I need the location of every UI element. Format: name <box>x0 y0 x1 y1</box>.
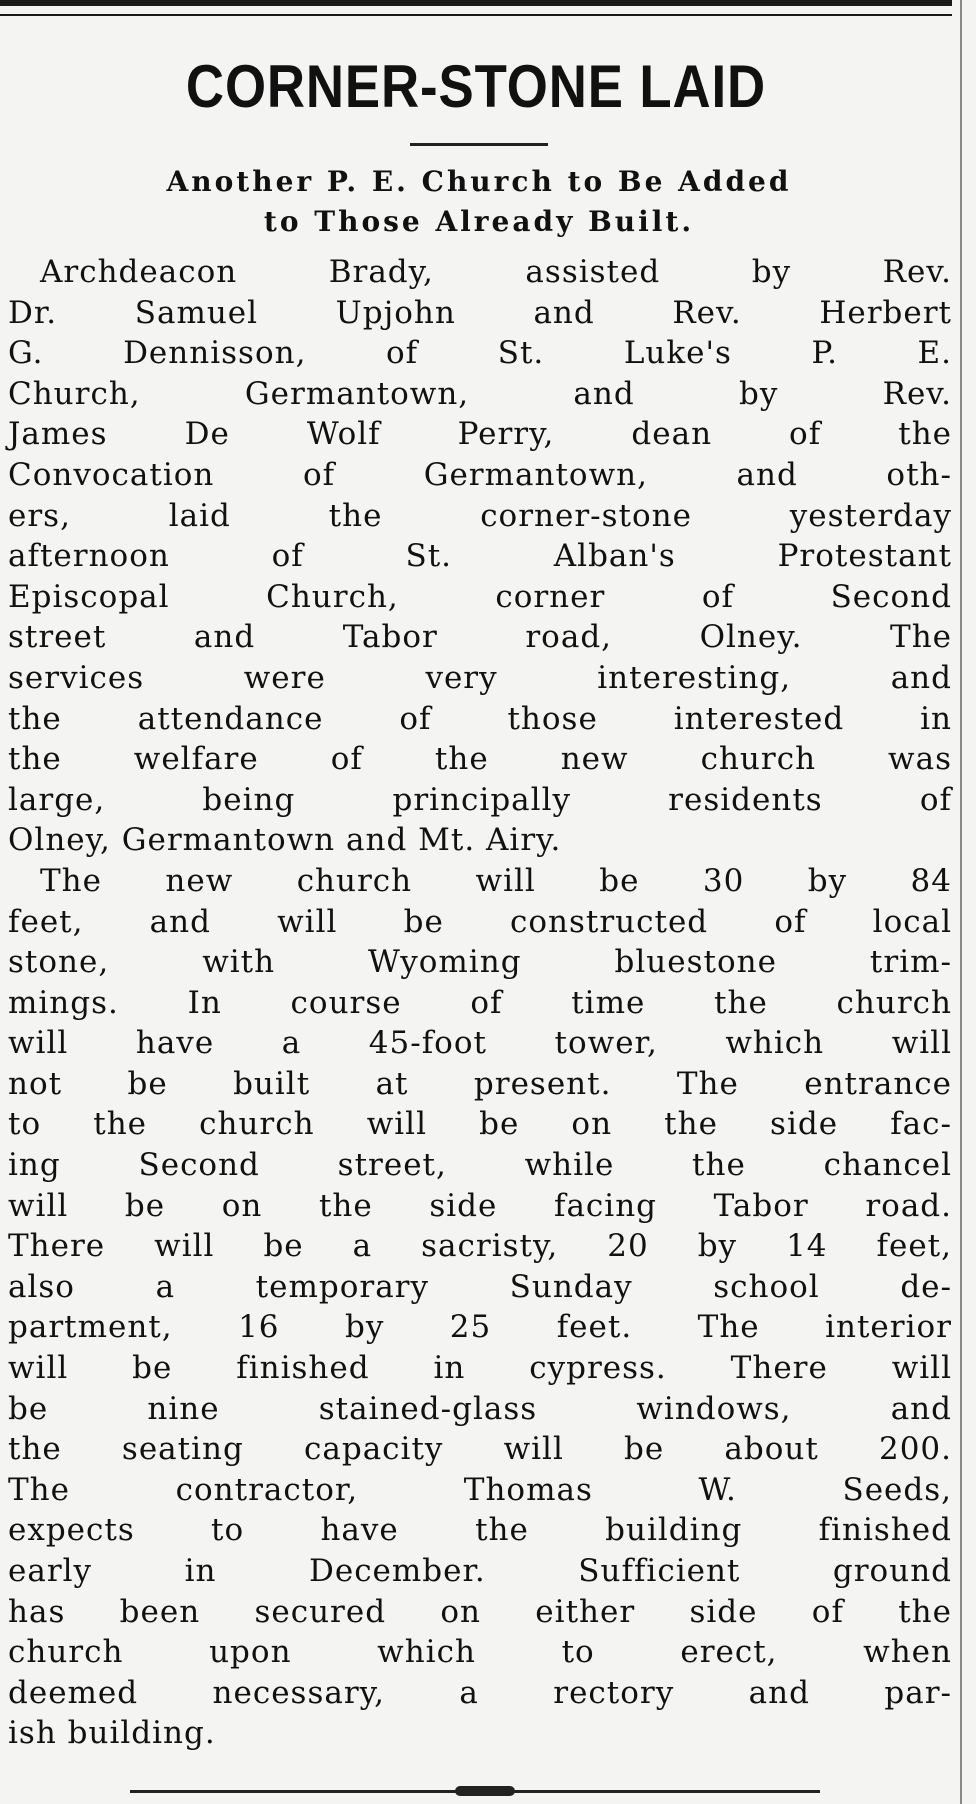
subheadline-line-2: to Those Already Built. <box>263 205 695 238</box>
top-rule-thin <box>0 14 952 16</box>
headline-divider <box>410 143 548 146</box>
article-body <box>8 252 952 1754</box>
article-line: There will be a sacristy, 20 by 14 feet, <box>8 1228 952 1265</box>
article-line: large, being principally residents of <box>8 781 952 818</box>
article-line: stone, with Wyoming bluestone trim- <box>8 944 952 981</box>
article-line: G. Dennisson, of St. Luke's P. E. <box>8 335 952 372</box>
article-line: has been secured on either side of the <box>8 1593 952 1630</box>
article-line: feet, and will be constructed of local <box>8 903 952 940</box>
article-line: ish building. <box>8 1715 216 1752</box>
article-line: The contractor, Thomas W. Seeds, <box>8 1471 952 1508</box>
subheadline-line-1: Another P. E. Church to Be Added <box>166 165 792 198</box>
article-line: not be built at present. The entrance <box>8 1065 952 1102</box>
article-line: the welfare of the new church was <box>8 741 952 778</box>
bottom-ornament <box>455 1786 515 1796</box>
article-line: Olney, Germantown and Mt. Airy. <box>8 822 562 859</box>
column-border <box>960 0 962 1804</box>
article-line: will have a 45-foot tower, which will <box>8 1025 952 1062</box>
article-line: Convocation of Germantown, and oth- <box>8 456 952 493</box>
article-line: services were very interesting, and <box>8 659 952 696</box>
article-line: Episcopal Church, corner of Second <box>8 578 952 615</box>
article-line: will be finished in cypress. There will <box>8 1350 952 1387</box>
article-line: Archdeacon Brady, assisted by Rev. <box>40 254 952 290</box>
article-line: The new church will be 30 by 84 <box>40 862 952 899</box>
article-line: the seating capacity will be about 200. <box>8 1431 952 1468</box>
article-line: to the church will be on the side fac- <box>8 1106 952 1143</box>
article-line: partment, 16 by 25 feet. The interior <box>8 1309 952 1346</box>
article-line: Dr. Samuel Upjohn and Rev. Herbert <box>8 294 952 331</box>
article-line: deemed necessary, a rectory and par- <box>8 1674 952 1711</box>
article-line: street and Tabor road, Olney. The <box>8 619 952 656</box>
article-line: ing Second street, while the chancel <box>8 1147 952 1184</box>
article-line: be nine stained-glass windows, and <box>8 1390 952 1427</box>
subheadline <box>6 162 952 242</box>
article-line: James De Wolf Perry, dean of the <box>8 416 952 453</box>
article-line: mings. In course of time the church <box>8 984 952 1021</box>
article-line: expects to have the building finished <box>8 1512 952 1549</box>
article-line: early in December. Sufficient ground <box>8 1553 952 1589</box>
article-line: also a temporary Sunday school de- <box>8 1268 952 1305</box>
article-line: the attendance of those interested in <box>8 700 952 737</box>
article-line: afternoon of St. Alban's Protestant <box>8 538 952 575</box>
article-line: Church, Germantown, and by Rev. <box>8 375 952 412</box>
article-line: ers, laid the corner-stone yesterday <box>8 497 952 534</box>
article-line: church upon which to erect, when <box>8 1634 952 1671</box>
article-line: will be on the side facing Tabor road. <box>8 1187 952 1224</box>
headline: CORNER-STONE LAID <box>185 53 767 120</box>
top-rule <box>0 0 952 6</box>
